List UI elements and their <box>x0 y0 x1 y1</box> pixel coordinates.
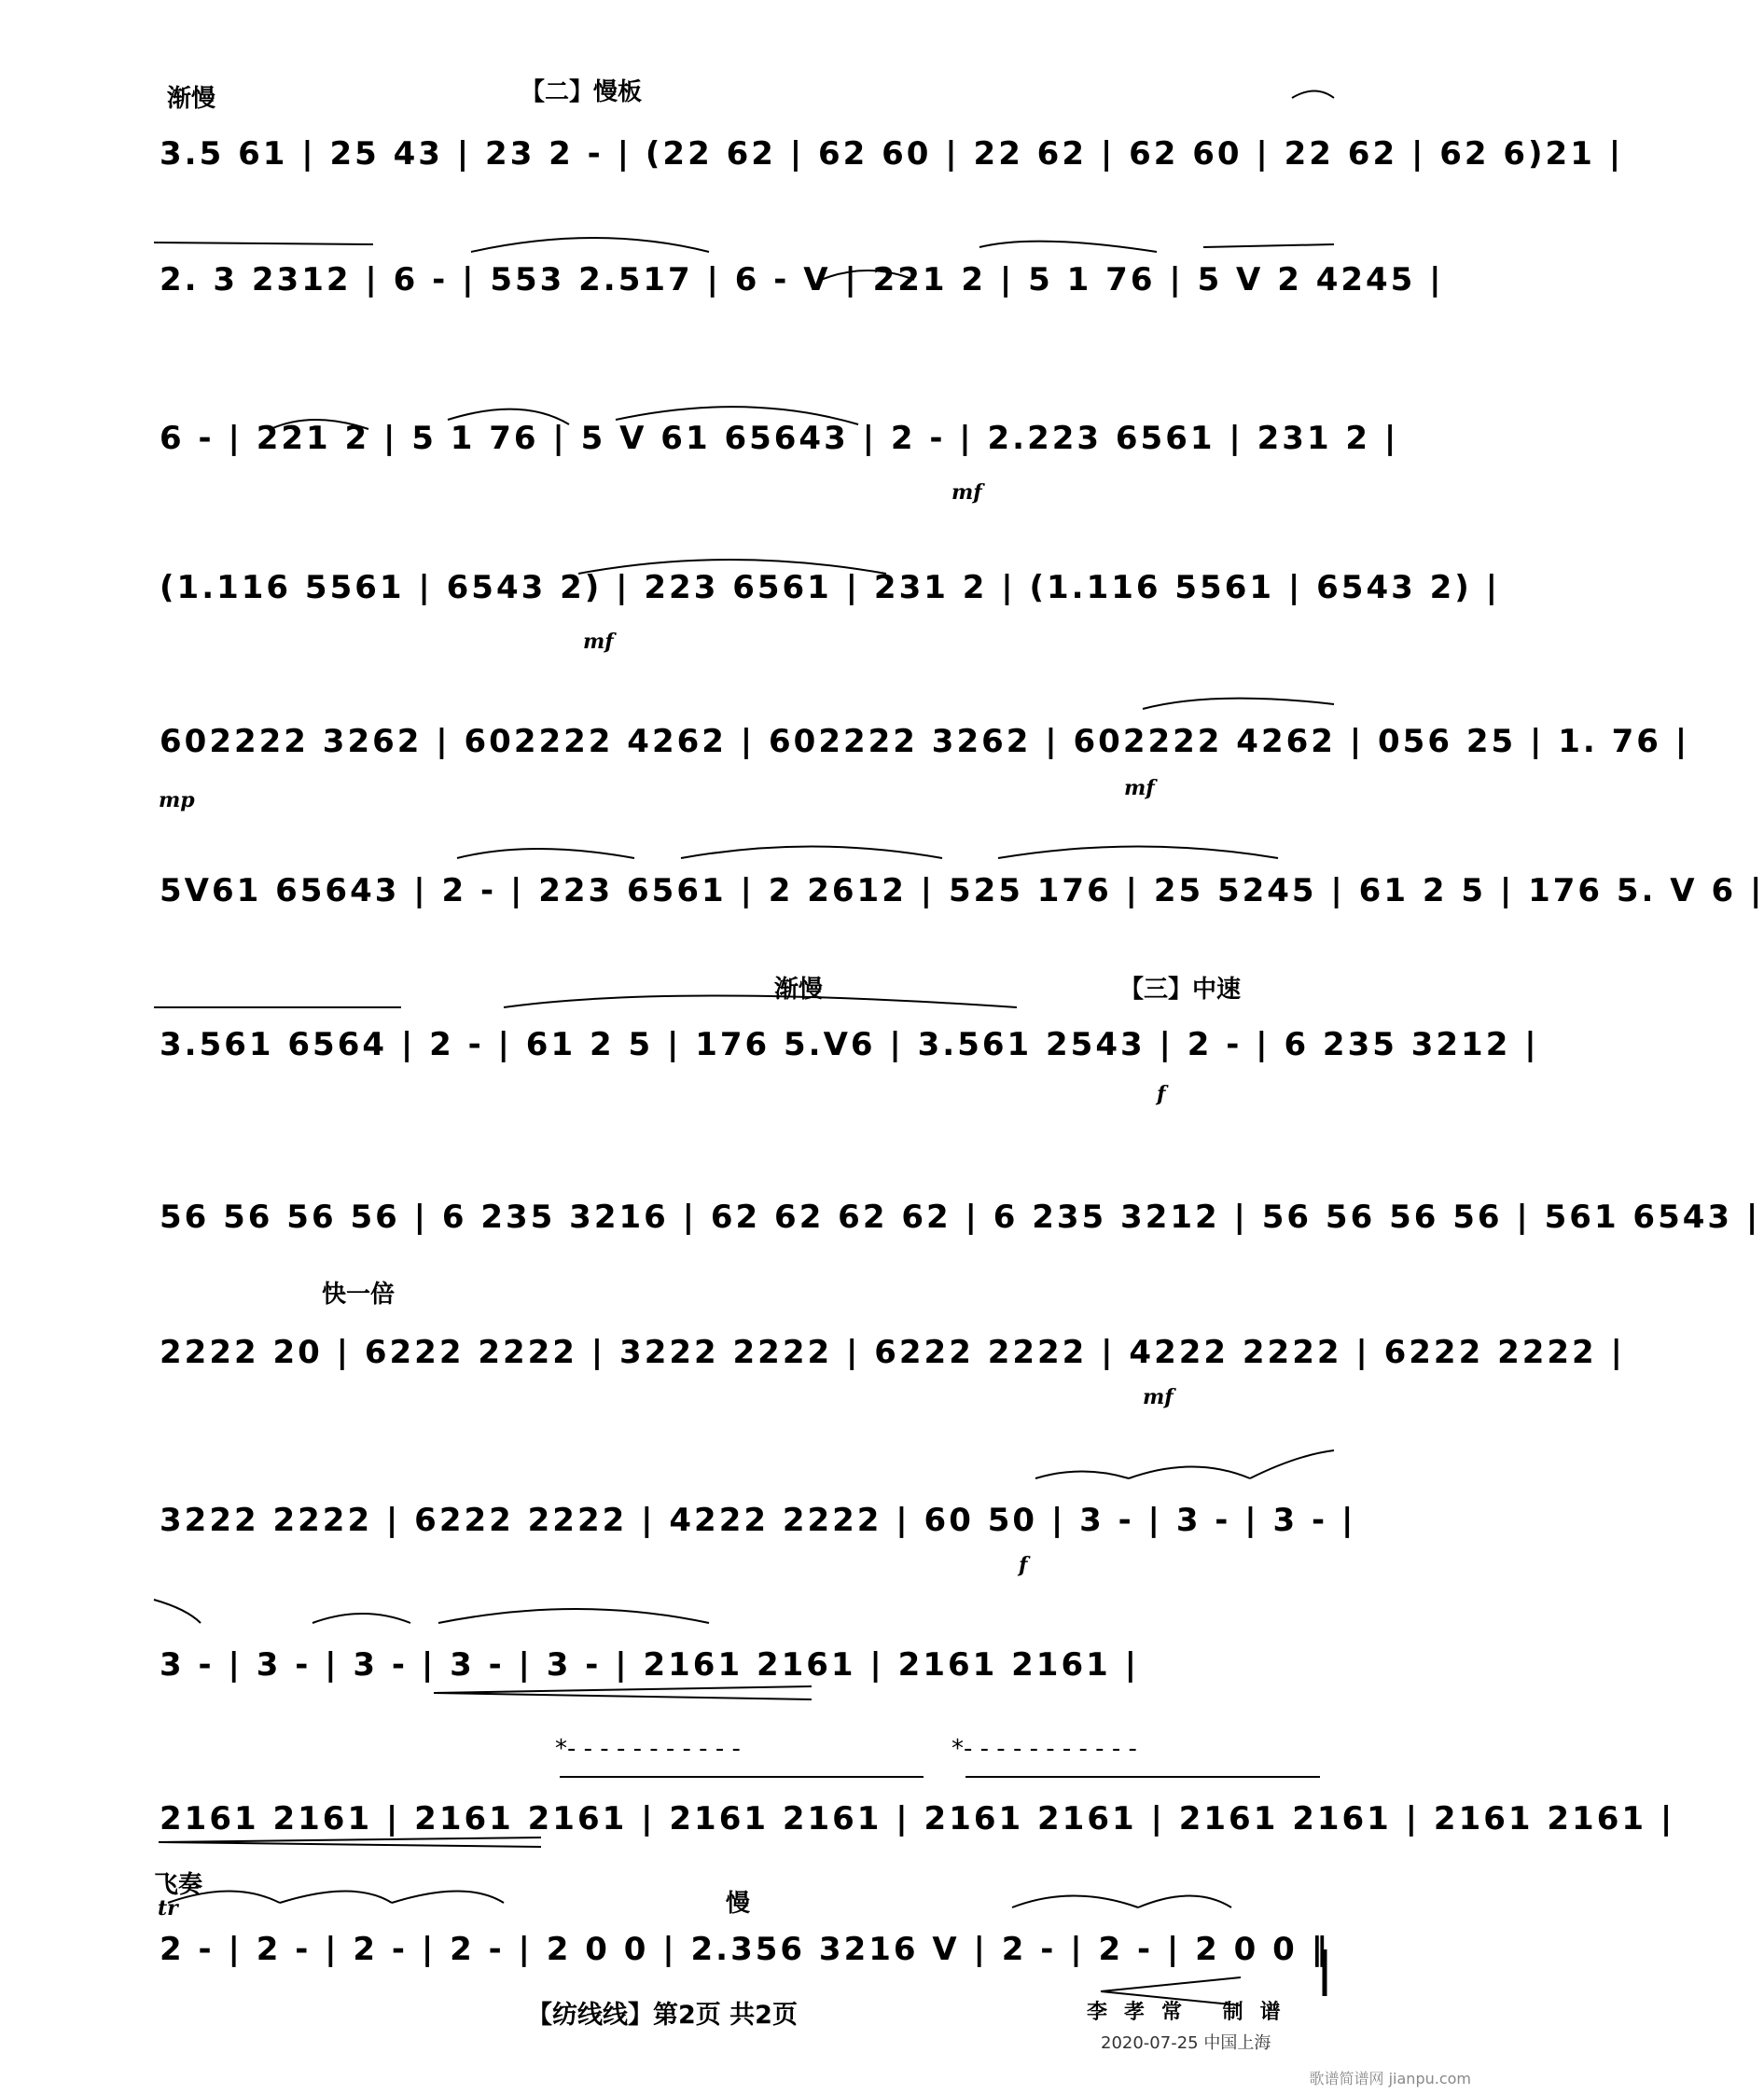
notation-line: 6 - | 221 2 | 5 1 76 | 5 V 61 65643 | 2 - | 2.223 6561 | 231 2 | <box>160 420 1399 457</box>
dynamic-mark: mf <box>951 480 982 505</box>
dynamic-mark: mf <box>583 630 614 654</box>
notation-line: 56 56 56 56 | 6 235 3216 | 62 62 62 62 | 6 235 3212 | 56 56 56 56 | 561 6543 | <box>160 1199 1761 1236</box>
notation-line: 3222 2222 | 6222 2222 | 4222 2222 | 60 50 | 3 - | 3 - | 3 - | <box>160 1502 1356 1539</box>
footer-title: 【纺线线】第2页 共2页 <box>527 2001 798 2030</box>
section-mark: 【三】中速 <box>1119 976 1242 1004</box>
tempo-mark: 渐慢 <box>167 85 216 113</box>
notation-line: 3 - | 3 - | 3 - | 3 - | 3 - | 2161 2161 | 2161 2161 | <box>160 1646 1140 1684</box>
notation-line: 5V61 65643 | 2 - | 223 6561 | 2 2612 | 525 176 | 25 5245 | 61 2 5 | 176 5. V 6 | <box>160 872 1764 909</box>
dynamic-mark: mf <box>1143 1385 1174 1409</box>
tempo-mark: 渐慢 <box>774 976 824 1004</box>
technique-mark: 飞奏 <box>154 1871 203 1899</box>
ottava-mark: *- - - - - - - - - - - <box>555 1735 741 1763</box>
section-mark: 【二】慢板 <box>521 78 643 106</box>
notation-line: 3.561 6564 | 2 - | 61 2 5 | 176 5.V6 | 3.561 2543 | 2 - | 6 235 3212 | <box>160 1026 1539 1063</box>
notation-line: 602222 3262 | 602222 4262 | 602222 3262 | 602222 4262 | 056 25 | 1. 76 | <box>160 723 1690 760</box>
notation-line: 2161 2161 | 2161 2161 | 2161 2161 | 2161 2161 | 2161 2161 | 2161 2161 | <box>160 1800 1675 1837</box>
notation-line: 3.5 61 | 25 43 | 23 2 - | (22 62 | 62 60 | 22 62 | 62 60 | 22 62 | 62 6)21 | <box>160 135 1624 173</box>
footer-date: 2020-07-25 中国上海 <box>1101 2033 1271 2053</box>
footer-credit: 李孝常 制谱 <box>1087 2001 1298 2024</box>
notation-line: 2 - | 2 - | 2 - | 2 - | 2 0 0 | 2.356 3216 V | 2 - | 2 - | 2 0 0 ‖ <box>160 1931 1330 1968</box>
ottava-mark: *- - - - - - - - - - - <box>951 1735 1137 1763</box>
dynamic-mark: mp <box>159 788 195 812</box>
dynamic-mark: f <box>1019 1553 1028 1577</box>
trill-mark: tr <box>158 1896 178 1921</box>
tempo-mark: 慢 <box>726 1890 751 1918</box>
dynamic-mark: f <box>1157 1082 1166 1106</box>
dynamic-mark: mf <box>1124 776 1155 800</box>
notation-line: 2. 3 2312 | 6 - | 553 2.517 | 6 - V | 221 2 | 5 1 76 | 5 V 2 4245 | <box>160 261 1444 298</box>
watermark: 歌谱简谱网 jianpu.com <box>1309 2070 1471 2087</box>
tempo-mark: 快一倍 <box>322 1281 396 1309</box>
notation-line: (1.116 5561 | 6543 2) | 223 6561 | 231 2 | (1.116 5561 | 6543 2) | <box>160 569 1501 606</box>
notation-line: 2222 20 | 6222 2222 | 3222 2222 | 6222 2222 | 4222 2222 | 6222 2222 | <box>160 1334 1625 1371</box>
